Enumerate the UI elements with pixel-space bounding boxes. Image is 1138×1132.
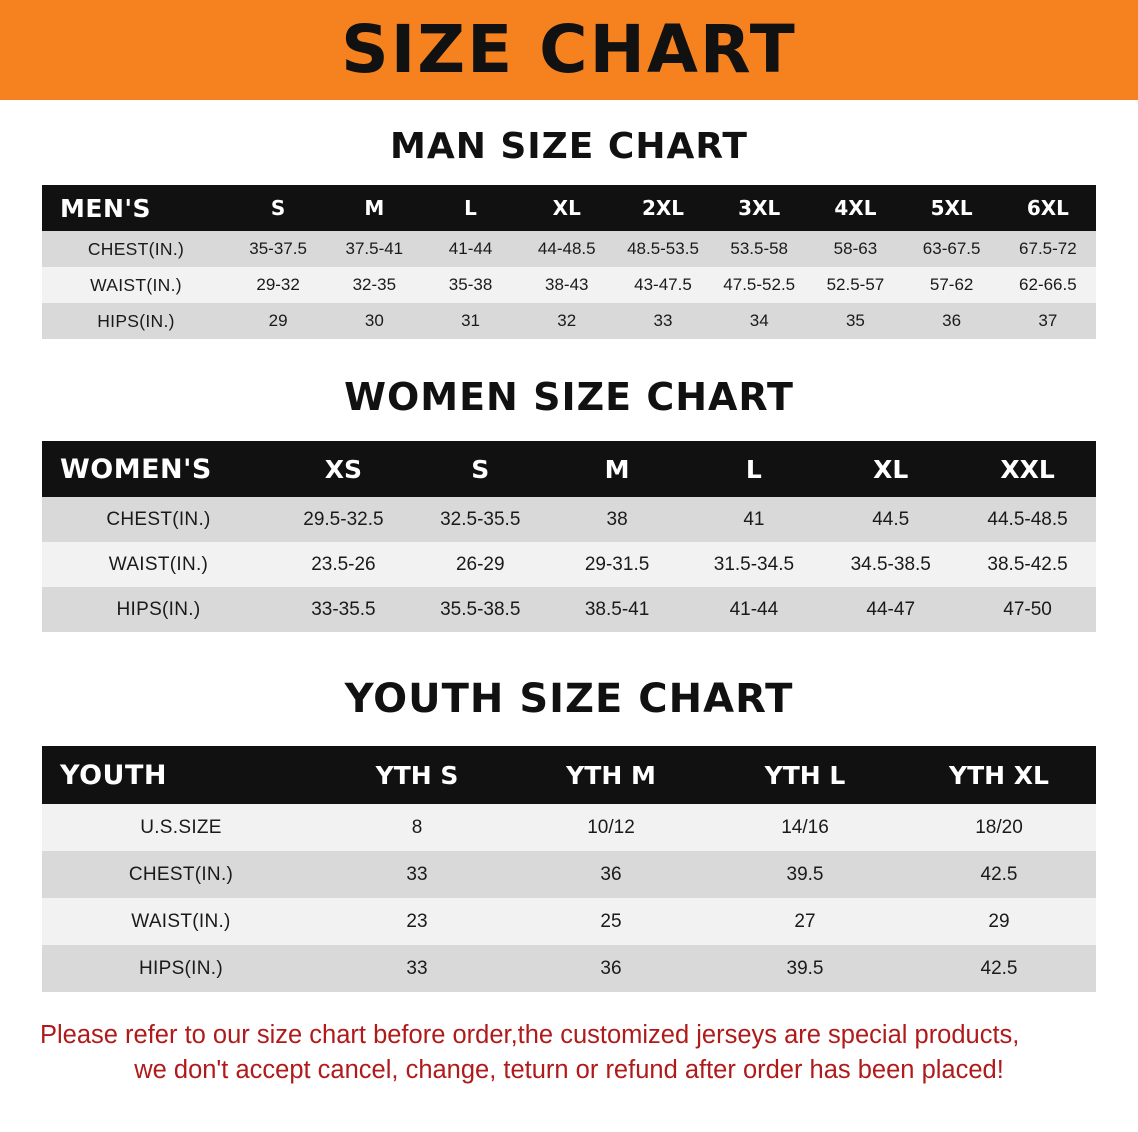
column-header-xxl: XXL bbox=[959, 441, 1096, 497]
cell: 29-32 bbox=[230, 267, 326, 303]
column-header-womens: WOMEN'S bbox=[42, 441, 275, 497]
cell: 44-48.5 bbox=[519, 231, 615, 267]
footer-disclaimer bbox=[40, 1018, 1098, 1087]
cell: 36 bbox=[514, 851, 708, 898]
table-header-row bbox=[42, 441, 1096, 497]
cell: 37.5-41 bbox=[326, 231, 422, 267]
cell: 44.5-48.5 bbox=[959, 497, 1096, 542]
cell: 41-44 bbox=[685, 587, 822, 632]
cell: 10/12 bbox=[514, 804, 708, 851]
women-section-heading: WOMEN SIZE CHART bbox=[344, 375, 794, 419]
cell: 39.5 bbox=[708, 851, 902, 898]
cell: 42.5 bbox=[902, 945, 1096, 992]
man-table-wrap bbox=[42, 185, 1096, 339]
column-header-yth-m: YTH M bbox=[514, 746, 708, 804]
column-header-yth-xl: YTH XL bbox=[902, 746, 1096, 804]
cell: 35-37.5 bbox=[230, 231, 326, 267]
cell: 30 bbox=[326, 303, 422, 339]
row-label-waist: WAIST(IN.) bbox=[42, 898, 320, 945]
women-size-table bbox=[42, 441, 1096, 632]
table-row bbox=[42, 587, 1096, 632]
cell: 38.5-42.5 bbox=[959, 542, 1096, 587]
cell: 41 bbox=[685, 497, 822, 542]
cell: 58-63 bbox=[807, 231, 903, 267]
column-header-m: M bbox=[549, 441, 686, 497]
cell: 35 bbox=[807, 303, 903, 339]
youth-section-heading: YOUTH SIZE CHART bbox=[344, 676, 794, 722]
cell: 42.5 bbox=[902, 851, 1096, 898]
page-title: SIZE CHART bbox=[341, 11, 797, 88]
cell: 38.5-41 bbox=[549, 587, 686, 632]
cell: 29-31.5 bbox=[549, 542, 686, 587]
cell: 27 bbox=[708, 898, 902, 945]
table-row bbox=[42, 267, 1096, 303]
cell: 32-35 bbox=[326, 267, 422, 303]
women-table-wrap bbox=[42, 441, 1096, 632]
cell: 25 bbox=[514, 898, 708, 945]
table-row bbox=[42, 945, 1096, 992]
cell: 63-67.5 bbox=[904, 231, 1000, 267]
column-header-xl: XL bbox=[822, 441, 959, 497]
cell: 31 bbox=[422, 303, 518, 339]
cell: 33 bbox=[615, 303, 711, 339]
cell: 32 bbox=[519, 303, 615, 339]
column-header-yth-s: YTH S bbox=[320, 746, 514, 804]
column-header-s: S bbox=[412, 441, 549, 497]
cell: 29.5-32.5 bbox=[275, 497, 412, 542]
table-row bbox=[42, 804, 1096, 851]
cell: 67.5-72 bbox=[1000, 231, 1096, 267]
table-row bbox=[42, 303, 1096, 339]
cell: 29 bbox=[902, 898, 1096, 945]
column-header-mens: MEN'S bbox=[42, 185, 230, 231]
cell: 44.5 bbox=[822, 497, 959, 542]
row-label-hips: HIPS(IN.) bbox=[42, 587, 275, 632]
cell: 18/20 bbox=[902, 804, 1096, 851]
cell: 36 bbox=[904, 303, 1000, 339]
youth-table-wrap bbox=[42, 746, 1096, 992]
footer-line-1: Please refer to our size chart before order,the customized jerseys are special products, bbox=[40, 1021, 1020, 1049]
column-header-xs: XS bbox=[275, 441, 412, 497]
row-label-waist: WAIST(IN.) bbox=[42, 542, 275, 587]
cell: 33 bbox=[320, 851, 514, 898]
cell: 57-62 bbox=[904, 267, 1000, 303]
cell: 48.5-53.5 bbox=[615, 231, 711, 267]
cell: 47.5-52.5 bbox=[711, 267, 807, 303]
column-header-4xl: 4XL bbox=[807, 185, 903, 231]
column-header-yth-l: YTH L bbox=[708, 746, 902, 804]
cell: 31.5-34.5 bbox=[685, 542, 822, 587]
cell: 37 bbox=[1000, 303, 1096, 339]
footer-line-2: we don't accept cancel, change, teturn or refund after order has been placed! bbox=[134, 1055, 1004, 1084]
cell: 53.5-58 bbox=[711, 231, 807, 267]
table-header-row bbox=[42, 746, 1096, 804]
cell: 35-38 bbox=[422, 267, 518, 303]
cell: 8 bbox=[320, 804, 514, 851]
column-header-l: L bbox=[685, 441, 822, 497]
cell: 29 bbox=[230, 303, 326, 339]
column-header-m: M bbox=[326, 185, 422, 231]
table-row bbox=[42, 542, 1096, 587]
page-banner bbox=[0, 0, 1138, 100]
man-section-heading: MAN SIZE CHART bbox=[390, 126, 748, 167]
row-label-chest: CHEST(IN.) bbox=[42, 497, 275, 542]
cell: 36 bbox=[514, 945, 708, 992]
table-row bbox=[42, 497, 1096, 542]
cell: 23 bbox=[320, 898, 514, 945]
table-row bbox=[42, 231, 1096, 267]
cell: 33-35.5 bbox=[275, 587, 412, 632]
column-header-xl: XL bbox=[519, 185, 615, 231]
row-label-waist: WAIST(IN.) bbox=[42, 267, 230, 303]
cell: 26-29 bbox=[412, 542, 549, 587]
row-label-hips: HIPS(IN.) bbox=[42, 945, 320, 992]
row-label-hips: HIPS(IN.) bbox=[42, 303, 230, 339]
cell: 14/16 bbox=[708, 804, 902, 851]
column-header-s: S bbox=[230, 185, 326, 231]
column-header-youth: YOUTH bbox=[42, 746, 320, 804]
row-label-chest: CHEST(IN.) bbox=[42, 231, 230, 267]
cell: 34 bbox=[711, 303, 807, 339]
table-row bbox=[42, 851, 1096, 898]
column-header-2xl: 2XL bbox=[615, 185, 711, 231]
cell: 62-66.5 bbox=[1000, 267, 1096, 303]
cell: 44-47 bbox=[822, 587, 959, 632]
cell: 38 bbox=[549, 497, 686, 542]
column-header-6xl: 6XL bbox=[1000, 185, 1096, 231]
cell: 32.5-35.5 bbox=[412, 497, 549, 542]
youth-size-table bbox=[42, 746, 1096, 992]
cell: 33 bbox=[320, 945, 514, 992]
column-header-5xl: 5XL bbox=[904, 185, 1000, 231]
cell: 38-43 bbox=[519, 267, 615, 303]
row-label-us-size: U.S.SIZE bbox=[42, 804, 320, 851]
man-size-table bbox=[42, 185, 1096, 339]
cell: 35.5-38.5 bbox=[412, 587, 549, 632]
row-label-chest: CHEST(IN.) bbox=[42, 851, 320, 898]
table-header-row bbox=[42, 185, 1096, 231]
column-header-l: L bbox=[422, 185, 518, 231]
table-row bbox=[42, 898, 1096, 945]
cell: 41-44 bbox=[422, 231, 518, 267]
cell: 39.5 bbox=[708, 945, 902, 992]
cell: 47-50 bbox=[959, 587, 1096, 632]
cell: 23.5-26 bbox=[275, 542, 412, 587]
column-header-3xl: 3XL bbox=[711, 185, 807, 231]
cell: 43-47.5 bbox=[615, 267, 711, 303]
cell: 52.5-57 bbox=[807, 267, 903, 303]
cell: 34.5-38.5 bbox=[822, 542, 959, 587]
